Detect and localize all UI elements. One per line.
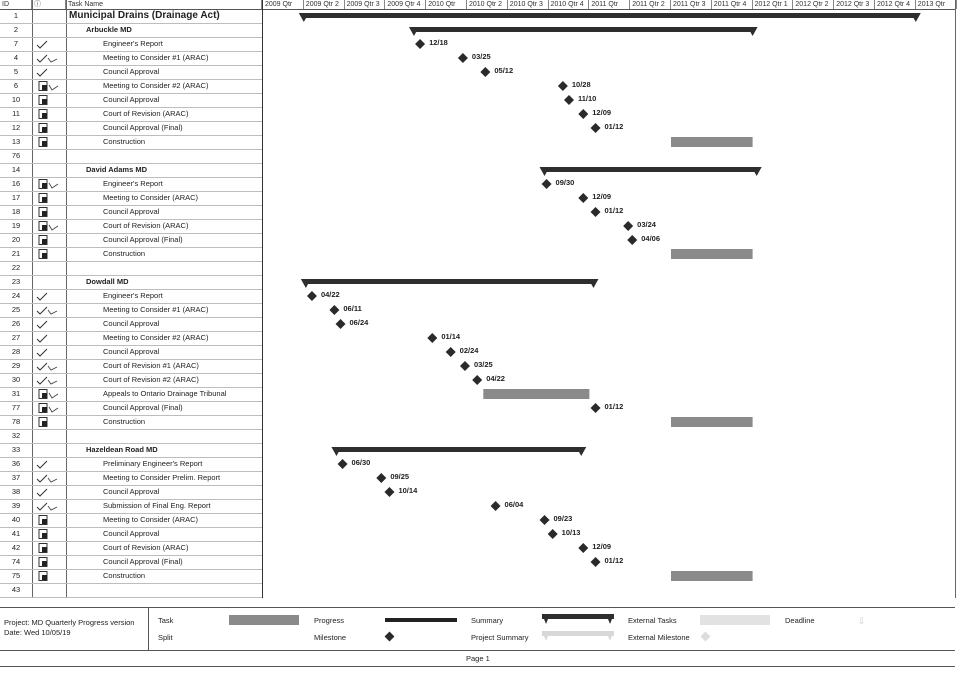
- summary-bar[interactable]: [409, 27, 758, 36]
- milestone-diamond[interactable]: [578, 109, 588, 119]
- task-id: 76: [11, 151, 21, 160]
- milestone-diamond[interactable]: [591, 207, 601, 217]
- milestone-date-label: 06/30: [351, 458, 371, 467]
- task-name[interactable]: Council Approval: [103, 67, 160, 76]
- task-id: 24: [11, 291, 21, 300]
- column-header-indicator[interactable]: ⓘ: [32, 0, 66, 9]
- task-name[interactable]: Court of Revision (ARAC): [103, 221, 189, 230]
- milestone-date-label: 10/28: [571, 80, 591, 89]
- milestone-diamond[interactable]: [491, 501, 501, 511]
- milestone-diamond[interactable]: [558, 81, 568, 91]
- task-id: 78: [11, 417, 21, 426]
- legend-deadline-label: Deadline: [785, 616, 815, 625]
- task-name[interactable]: Construction: [103, 137, 146, 146]
- summary-task-name[interactable]: Dowdall MD: [86, 277, 129, 286]
- milestone-diamond[interactable]: [446, 347, 456, 357]
- project-date: Date: Wed 10/05/19: [4, 628, 71, 637]
- summary-bar[interactable]: [540, 167, 762, 176]
- task-id: 30: [11, 375, 21, 384]
- task-id: 42: [11, 543, 21, 552]
- milestone-date-label: 12/18: [429, 38, 448, 47]
- legend-divider: [0, 650, 955, 651]
- milestone-date-label: 05/12: [494, 66, 514, 75]
- task-id: 13: [11, 137, 21, 146]
- legend-progress-swatch: [385, 618, 457, 622]
- task-id: 25: [11, 305, 21, 314]
- task-name[interactable]: Meeting to Consider #1 (ARAC): [103, 305, 209, 314]
- task-id: 17: [11, 193, 21, 202]
- legend-progress-label: Progress: [314, 616, 345, 625]
- milestone-date-label: 04/22: [320, 290, 340, 299]
- task-id: 7: [13, 39, 19, 48]
- milestone-date-label: 09/23: [553, 514, 573, 523]
- milestone-diamond[interactable]: [542, 179, 552, 189]
- task-id: 1: [13, 11, 19, 20]
- milestone-date-label: 03/25: [471, 52, 491, 61]
- task-id: 41: [11, 529, 21, 538]
- milestone-date-label: 06/04: [504, 500, 524, 509]
- milestone-diamond[interactable]: [591, 123, 601, 133]
- milestone-date-label: 01/12: [604, 206, 624, 215]
- milestone-diamond[interactable]: [591, 403, 601, 413]
- milestone-date-label: 04/06: [641, 234, 661, 243]
- summary-task-name[interactable]: Municipal Drains (Drainage Act): [69, 10, 220, 21]
- legend-divider: [0, 666, 955, 667]
- task-id: 38: [11, 487, 21, 496]
- task-name[interactable]: Council Approval (Final): [103, 557, 183, 566]
- milestone-date-label: 10/13: [561, 528, 581, 537]
- milestone-diamond[interactable]: [336, 319, 346, 329]
- task-id: 20: [11, 235, 21, 244]
- legend-external-tasks-label: External Tasks: [628, 616, 677, 625]
- timeline-quarter-label: 2009 Qtr: [263, 0, 304, 9]
- milestone-date-label: 01/14: [441, 332, 461, 341]
- task-id: 18: [11, 207, 21, 216]
- task-id: 39: [11, 501, 21, 510]
- task-name[interactable]: Engineer's Report: [103, 39, 163, 48]
- task-id: 4: [13, 53, 19, 62]
- task-name[interactable]: Council Approval: [103, 319, 160, 328]
- timeline-quarter-label: 2010 Qtr 4: [549, 0, 590, 9]
- task-id: 10: [11, 95, 21, 104]
- task-id: 37: [11, 473, 21, 482]
- task-id: 28: [11, 347, 21, 356]
- milestone-date-label: 04/22: [486, 374, 505, 383]
- task-name[interactable]: Meeting to Consider #1 (ARAC): [103, 53, 209, 62]
- task-id: 6: [13, 81, 19, 90]
- legend-external-tasks-swatch: [700, 615, 770, 625]
- timeline-quarter-label: 2011 Qtr 4: [712, 0, 753, 9]
- task-id: 75: [11, 571, 21, 580]
- milestone-diamond[interactable]: [458, 53, 468, 63]
- legend-project-summary-label: Project Summary: [471, 633, 529, 642]
- task-id: 21: [11, 249, 21, 258]
- milestone-diamond[interactable]: [623, 221, 633, 231]
- milestone-diamond[interactable]: [540, 515, 550, 525]
- timeline-quarter-label: 2010 Qtr 3: [508, 0, 549, 9]
- task-name[interactable]: Construction: [103, 571, 146, 580]
- task-name[interactable]: Court of Revision #1 (ARAC): [103, 361, 199, 370]
- legend-project-summary-swatch: [542, 631, 614, 643]
- task-name[interactable]: Council Approval (Final): [103, 235, 183, 244]
- summary-bar[interactable]: [299, 13, 921, 22]
- timeline-quarter-label: 2012 Qtr 3: [834, 0, 875, 9]
- milestone-diamond[interactable]: [564, 95, 574, 105]
- milestone-diamond[interactable]: [329, 305, 339, 315]
- milestone-diamond[interactable]: [460, 361, 470, 371]
- legend-task-label: Task: [158, 616, 174, 625]
- task-id: 5: [13, 67, 19, 76]
- milestone-date-label: 02/24: [459, 346, 479, 355]
- task-name[interactable]: Meeting to Consider (ARAC): [103, 515, 199, 524]
- task-name[interactable]: Council Approval (Final): [103, 123, 183, 132]
- summary-task-name[interactable]: Hazeldean Road MD: [86, 445, 158, 454]
- legend-divider: [0, 607, 955, 608]
- legend-summary-swatch: [542, 614, 614, 626]
- milestone-date-label: 01/12: [604, 556, 624, 565]
- timeline-quarter-label: 2012 Qtr 1: [753, 0, 794, 9]
- task-id: 23: [11, 277, 21, 286]
- legend-external-milestone-label: External Milestone: [628, 633, 690, 642]
- task-id: 12: [11, 123, 21, 132]
- milestone-date-label: 12/09: [592, 108, 612, 117]
- task-id: 74: [11, 557, 21, 566]
- milestone-diamond[interactable]: [578, 543, 588, 553]
- legend-milestone-label: Milestone: [314, 633, 347, 642]
- summary-bar[interactable]: [301, 279, 599, 288]
- legend-divider: [148, 607, 149, 650]
- task-bar[interactable]: [671, 249, 753, 259]
- task-id: 22: [11, 263, 21, 272]
- project-name: Project: MD Quarterly Progress version: [4, 618, 135, 627]
- milestone-date-label: 06/24: [349, 318, 369, 327]
- task-id: 27: [11, 333, 21, 342]
- task-name[interactable]: Appeals to Ontario Drainage Tribunal: [103, 389, 227, 398]
- milestone-date-label: 03/24: [637, 220, 656, 229]
- milestone-diamond[interactable]: [480, 67, 490, 77]
- timeline-quarter-label: 2012 Qtr 2: [793, 0, 834, 9]
- milestone-date-label: 03/25: [473, 360, 493, 369]
- task-id: 77: [11, 403, 21, 412]
- milestone-date-label: 12/09: [592, 542, 612, 551]
- task-id: 14: [11, 165, 21, 174]
- milestone-diamond[interactable]: [472, 375, 482, 385]
- legend-task-swatch: [229, 615, 299, 625]
- timeline-quarter-label: 2011 Qtr 3: [671, 0, 712, 9]
- task-bar[interactable]: [671, 137, 753, 147]
- milestone-diamond[interactable]: [591, 557, 601, 567]
- legend-split-label: Split: [158, 633, 173, 642]
- deadline-arrow-icon: ⇩: [858, 616, 866, 626]
- timeline-quarter-label: 2011 Qtr 2: [630, 0, 671, 9]
- task-name[interactable]: Council Approval: [103, 347, 160, 356]
- task-name[interactable]: Construction: [103, 417, 146, 426]
- milestone-diamond[interactable]: [384, 487, 394, 497]
- task-id: 16: [11, 179, 21, 188]
- task-id: 2: [13, 25, 19, 34]
- task-name[interactable]: Council Approval: [103, 529, 160, 538]
- task-id: 33: [11, 445, 21, 454]
- milestone-diamond[interactable]: [307, 291, 317, 301]
- summary-bar[interactable]: [331, 447, 586, 456]
- timeline-quarter-label: 2013 Qtr: [916, 0, 957, 9]
- task-id: 36: [11, 459, 21, 468]
- task-name[interactable]: Meeting to Consider (ARAC): [103, 193, 199, 202]
- milestone-date-label: 09/30: [555, 178, 575, 187]
- milestone-date-label: 01/12: [604, 122, 624, 131]
- milestone-date-label: 11/10: [578, 94, 597, 103]
- task-name[interactable]: Council Approval: [103, 95, 160, 104]
- milestone-date-label: 10/14: [398, 486, 418, 495]
- task-name[interactable]: Meeting to Consider #2 (ARAC): [103, 333, 209, 342]
- milestone-date-label: 06/11: [343, 304, 362, 313]
- milestone-date-label: 09/25: [390, 472, 410, 481]
- legend-summary-label: Summary: [471, 616, 504, 625]
- column-header-id[interactable]: ID: [0, 0, 32, 9]
- task-id: 26: [11, 319, 21, 328]
- task-name[interactable]: Meeting to Consider #2 (ARAC): [103, 81, 209, 90]
- timeline-quarter-label: 2009 Qtr 4: [385, 0, 426, 9]
- milestone-diamond[interactable]: [578, 193, 588, 203]
- task-name[interactable]: Court of Revision #2 (ARAC): [103, 375, 199, 384]
- timeline-quarter-label: 2009 Qtr 2: [304, 0, 345, 9]
- task-name[interactable]: Court of Revision (ARAC): [103, 109, 189, 118]
- legend-external-milestone-diamond: [701, 632, 711, 642]
- milestone-diamond[interactable]: [415, 39, 425, 49]
- task-name[interactable]: Court of Revision (ARAC): [103, 543, 189, 552]
- task-name[interactable]: Engineer's Report: [103, 179, 163, 188]
- milestone-date-label: 01/12: [604, 402, 624, 411]
- task-name[interactable]: Construction: [103, 249, 146, 258]
- task-bar[interactable]: [483, 389, 589, 399]
- task-id: 31: [11, 389, 21, 398]
- milestone-diamond[interactable]: [376, 473, 386, 483]
- milestone-diamond[interactable]: [548, 529, 558, 539]
- column-header-task-name[interactable]: Task Name: [66, 0, 262, 9]
- task-name[interactable]: Engineer's Report: [103, 291, 163, 300]
- milestone-diamond[interactable]: [627, 235, 637, 245]
- task-bar[interactable]: [671, 417, 753, 427]
- timeline-quarter-label: 2010 Qtr 2: [467, 0, 508, 9]
- timeline-quarter-label: 2009 Qtr 3: [345, 0, 386, 9]
- timeline-quarter-label: 2011 Qtr: [589, 0, 630, 9]
- summary-task-name[interactable]: Arbuckle MD: [86, 25, 132, 34]
- task-id: 43: [11, 585, 21, 594]
- milestone-diamond[interactable]: [338, 459, 348, 469]
- legend-milestone-diamond: [385, 632, 395, 642]
- task-id: 32: [11, 431, 21, 440]
- summary-task-name[interactable]: David Adams MD: [86, 165, 147, 174]
- task-id: 40: [11, 515, 21, 524]
- timeline-quarter-label: 2012 Qtr 4: [875, 0, 916, 9]
- task-name[interactable]: Council Approval (Final): [103, 403, 183, 412]
- task-id: 11: [12, 109, 20, 118]
- milestone-date-label: 12/09: [592, 192, 612, 201]
- task-name[interactable]: Meeting to Consider Prelim. Report: [103, 473, 221, 482]
- task-bar[interactable]: [671, 571, 753, 581]
- task-name[interactable]: Council Approval: [103, 487, 160, 496]
- task-id: 19: [11, 221, 21, 230]
- timeline-quarter-label: 2010 Qtr: [426, 0, 467, 9]
- milestone-diamond[interactable]: [427, 333, 437, 343]
- task-name[interactable]: Preliminary Engineer's Report: [103, 459, 203, 468]
- task-name[interactable]: Council Approval: [103, 207, 160, 216]
- page-number: Page 1: [466, 654, 490, 663]
- task-name[interactable]: Submission of Final Eng. Report: [103, 501, 211, 510]
- task-id: 29: [11, 361, 21, 370]
